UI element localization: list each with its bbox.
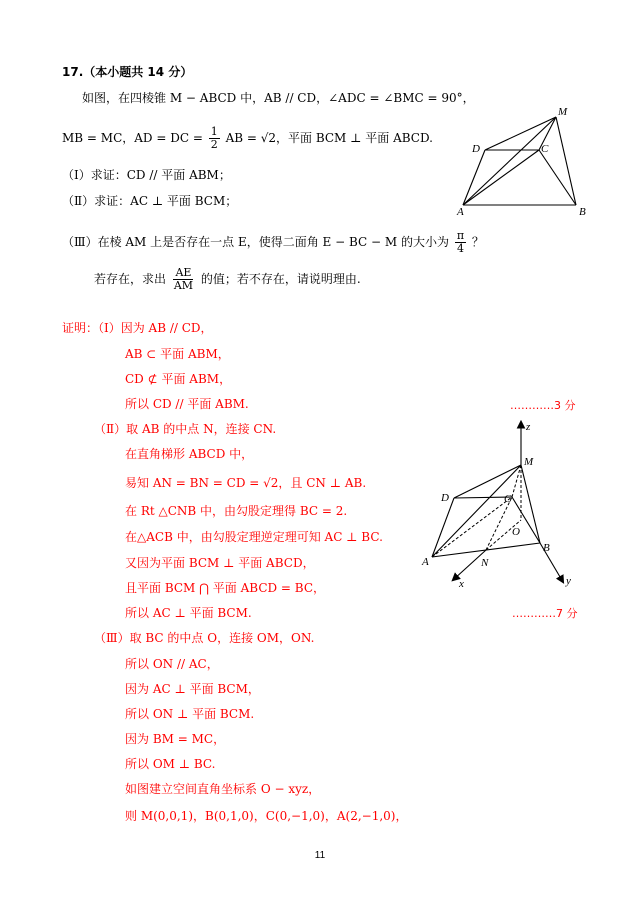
fraction-numerator: AE <box>175 266 192 279</box>
problem-part-3-line-2 <box>94 264 361 294</box>
solution-part-2-line-6: 又因为平面 BCM ⊥ 平面 ABCD， <box>125 556 315 570</box>
solution-part-2-line-8: 所以 AC ⊥ 平面 BCM. <box>125 606 252 620</box>
label-x: x <box>459 578 464 590</box>
problem-part-3-line-2-a: 若存在，求出 <box>94 272 167 286</box>
solution-part-2-line-7: 且平面 BCM ⋂ 平面 ABCD = BC， <box>125 581 326 595</box>
fraction-denominator: 2 <box>210 138 218 151</box>
edge-bm <box>521 465 540 543</box>
solution-part-2-line-2: 在直角梯形 ABCD 中， <box>125 447 254 461</box>
solution-part-2-line-3: 易知 AN = BN = CD = √2，且 CN ⊥ AB. <box>125 476 367 490</box>
solution-part-3-line-2: 所以 ON // AC， <box>125 657 219 671</box>
edge-ad <box>432 498 454 557</box>
label-y: y <box>566 575 571 587</box>
label-c: C <box>504 493 512 505</box>
problem-part-2: （Ⅱ）求证：AC ⊥ 平面 BCM； <box>62 194 238 208</box>
label-m: M <box>524 456 534 468</box>
problem-line-2 <box>62 124 433 152</box>
solution-part-1-line-2: AB ⊂ 平面 ABM， <box>125 347 230 361</box>
fraction-denominator: 4 <box>456 242 464 255</box>
label-a: A <box>422 556 429 568</box>
label-d: D <box>441 492 449 504</box>
problem-line-2-a: MB = MC，AD = DC = <box>62 131 203 145</box>
problem-line-1: 如图，在四棱锥 M − ABCD 中，AB // CD，∠ADC = ∠BMC = 90°， <box>82 91 475 105</box>
solution-part-1-line-4: 所以 CD // 平面 ABM. <box>125 397 249 411</box>
solution-part-3-line-8: 则 M(0,0,1)，B(0,1,0)，C(0,−1,0)，A(2,−1,0)， <box>125 809 408 823</box>
pyramid-figure <box>455 100 595 220</box>
problem-part-3-b: ？ <box>471 235 484 249</box>
solution-part-2-line-4: 在 Rt △CNB 中，由勾股定理得 BC = 2. <box>125 504 348 518</box>
solution-part-1-line-3: CD ⊄ 平面 ABM， <box>125 372 232 386</box>
page-number: 11 <box>314 850 326 861</box>
solution-part-1-head: 证明：（Ⅰ）因为 AB // CD， <box>62 321 213 335</box>
edge-am <box>432 465 521 557</box>
solution-part-3-head: （Ⅲ）取 BC 的中点 O，连接 OM，ON. <box>94 631 315 645</box>
solution-part-2-line-5: 在△ACB 中，由勾股定理逆定理可知 AC ⊥ BC. <box>125 530 383 544</box>
fraction-numerator: 1 <box>210 125 218 138</box>
problem-part-3 <box>62 228 484 256</box>
score-mark-3: …………3 分 <box>510 399 576 412</box>
solution-part-3-line-5: 因为 BM = MC， <box>125 732 226 746</box>
coordinate-figure <box>415 415 590 595</box>
label-o: O <box>512 526 520 538</box>
label-z: z <box>526 421 531 433</box>
problem-header: 17.（本小题共 14 分） <box>62 65 193 79</box>
problem-line-2-b: AB = √2，平面 BCM ⊥ 平面 ABCD. <box>225 131 433 145</box>
solution-part-3-line-3: 因为 AC ⊥ 平面 BCM， <box>125 682 260 696</box>
score-mark-7: …………7 分 <box>512 607 578 620</box>
fraction-one-half <box>209 126 220 151</box>
solution-part-3-line-6: 所以 OM ⊥ BC. <box>125 757 216 771</box>
edge-bm <box>556 117 576 205</box>
solution-part-2-head: （Ⅱ）取 AB 的中点 N，连接 CN. <box>94 422 277 436</box>
problem-part-3-line-2-b: 的值；若不存在，请说明理由. <box>200 272 361 286</box>
label-n: N <box>481 557 489 569</box>
label-d: D <box>472 143 480 155</box>
solution-part-3-line-7: 如图建立空间直角坐标系 O − xyz， <box>125 782 321 796</box>
fraction-ae-over-am <box>172 267 195 292</box>
label-m: M <box>558 106 568 118</box>
solution-part-3-line-4: 所以 ON ⊥ 平面 BCM. <box>125 707 255 721</box>
fraction-denominator: AM <box>173 279 194 292</box>
problem-part-3-a: （Ⅲ）在棱 AM 上是否存在一点 E，使得二面角 E − BC − M 的大小为 <box>62 235 449 249</box>
label-b: B <box>579 206 586 218</box>
label-a: A <box>457 206 464 218</box>
label-b: B <box>543 542 550 554</box>
edge-cb <box>539 150 576 205</box>
problem-part-1: （Ⅰ）求证：CD // 平面 ABM； <box>62 168 231 182</box>
label-c: C <box>541 143 549 155</box>
fraction-numerator: π <box>456 229 465 242</box>
edge-am <box>463 117 556 205</box>
fraction-pi-over-4 <box>455 230 466 255</box>
